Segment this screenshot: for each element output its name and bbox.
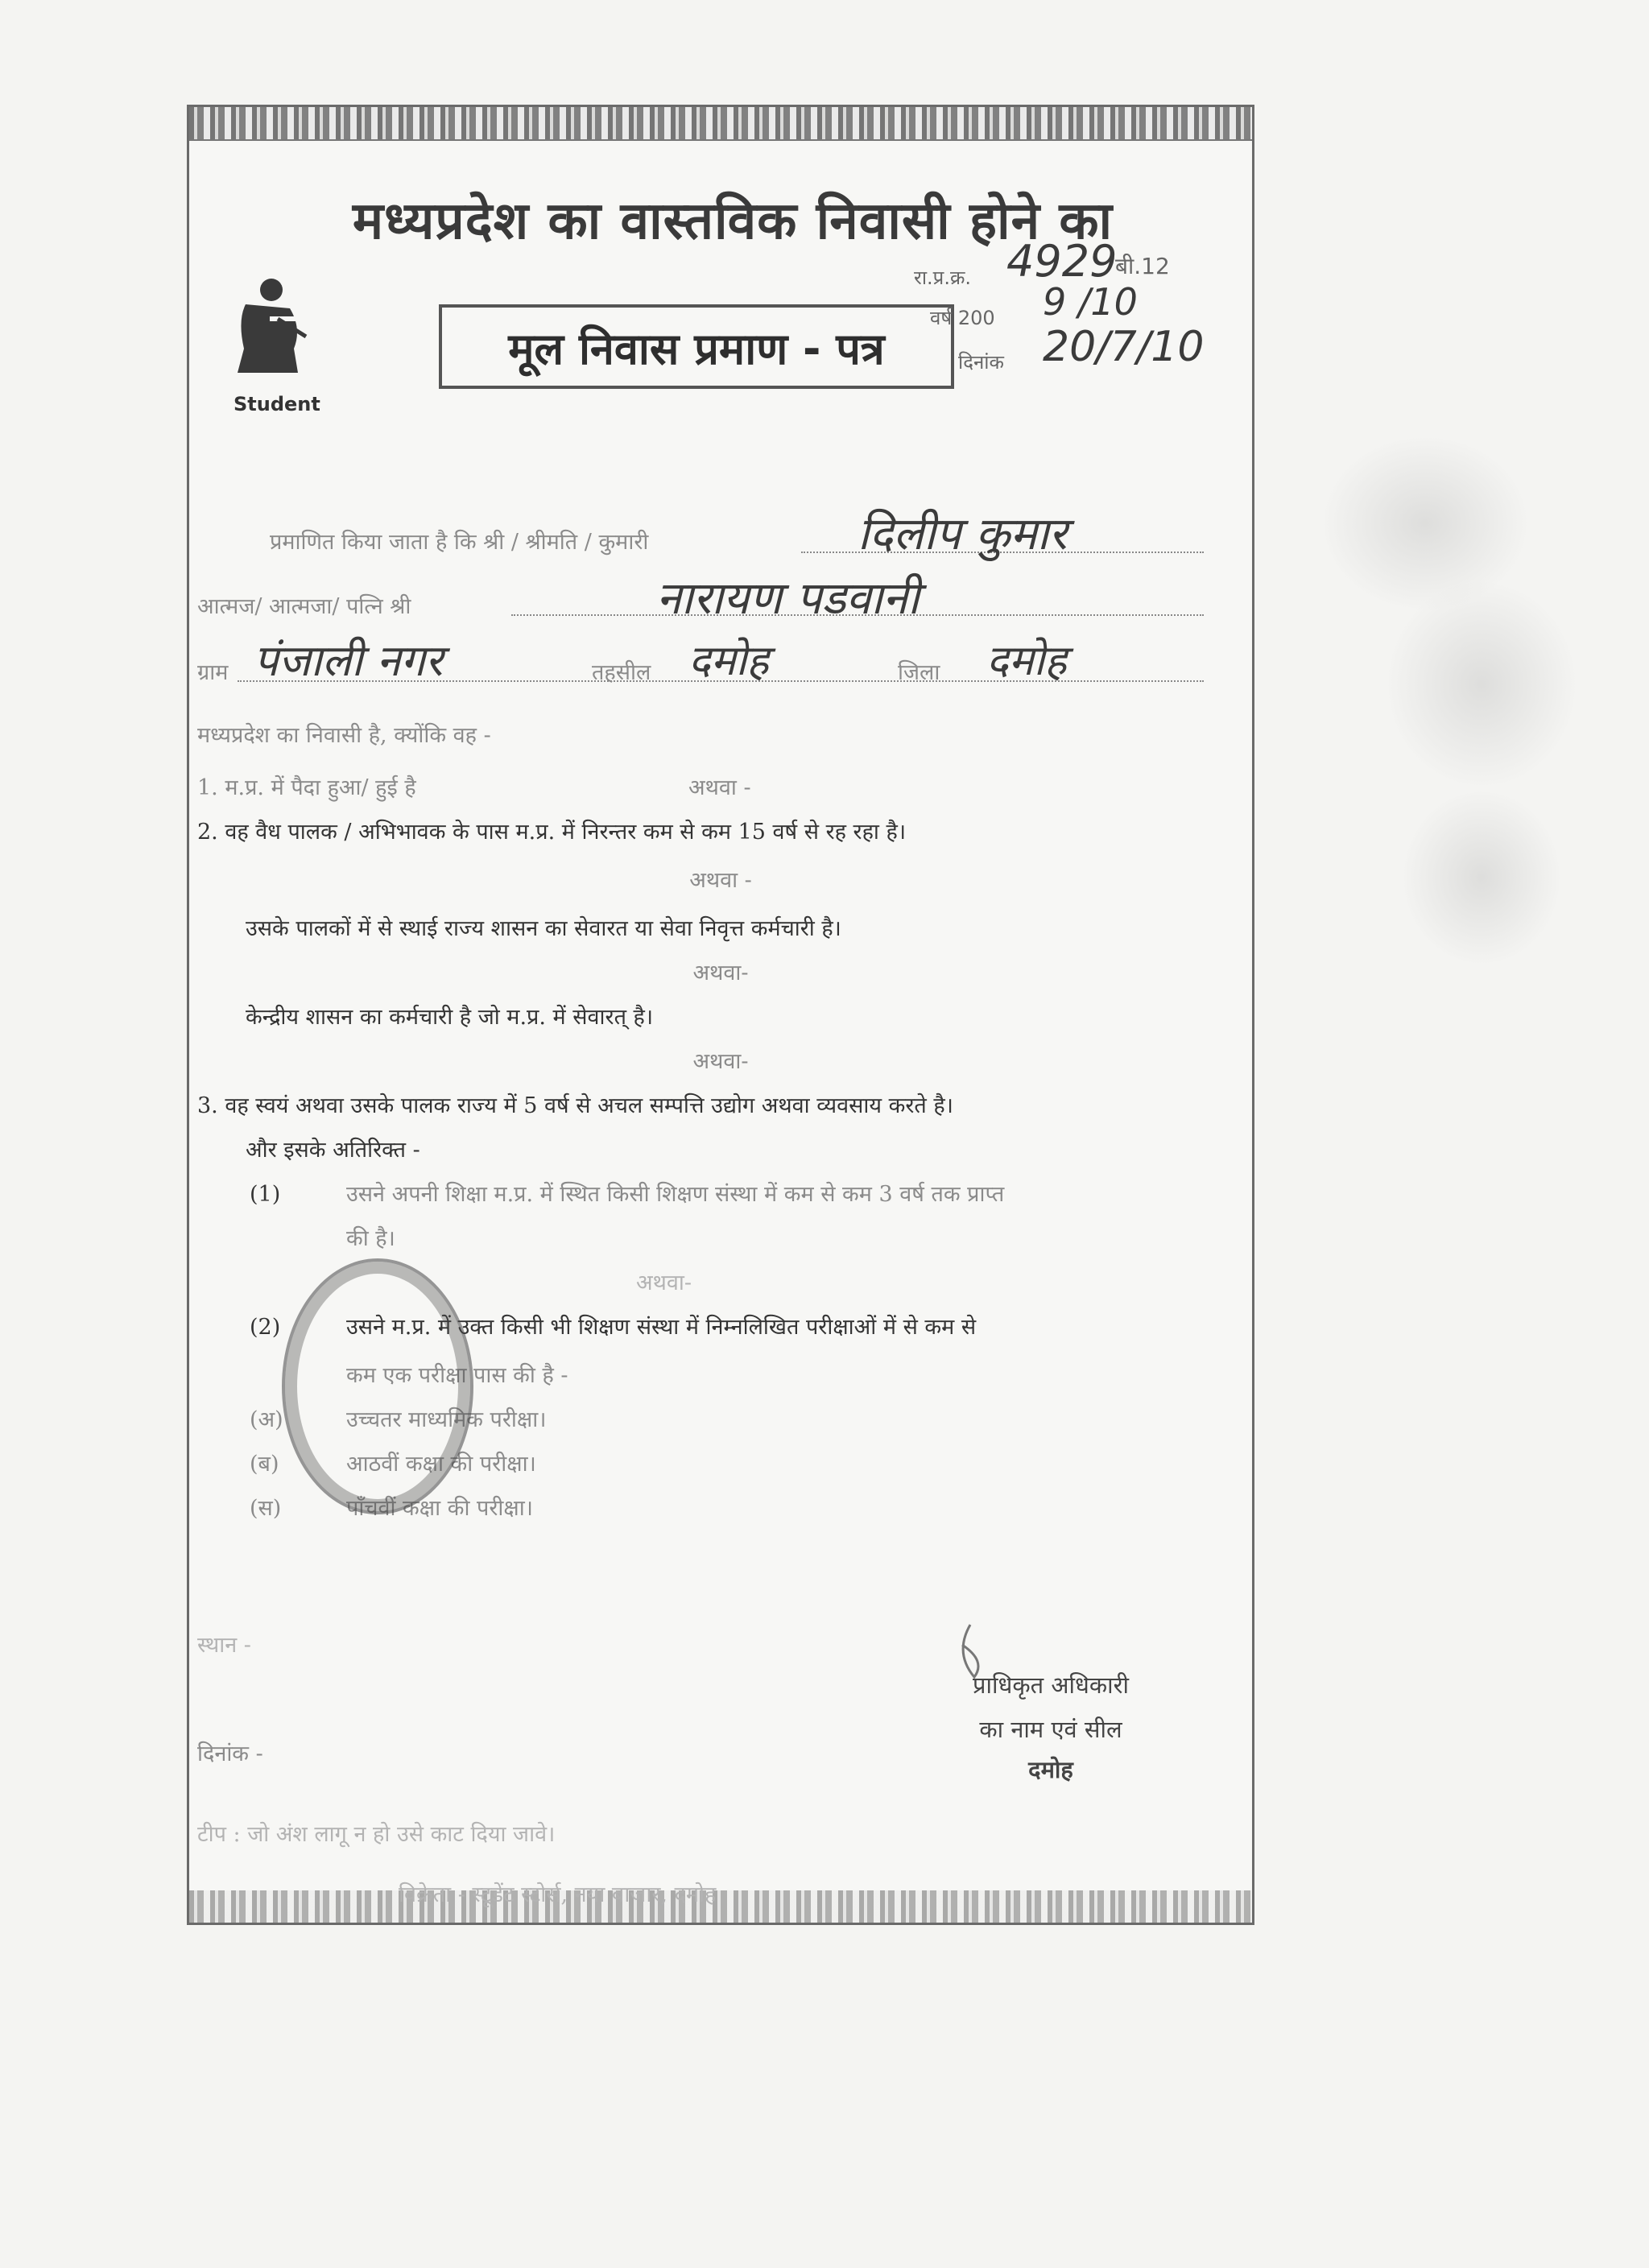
gram-value: पंजाली नगर: [254, 635, 443, 686]
certificate-form: [187, 105, 1254, 1925]
certificate-title: मध्यप्रदेश का वास्तविक निवासी होने का: [352, 192, 1114, 251]
year-label: वर्ष 200: [930, 307, 995, 329]
option-c-num: (स): [250, 1496, 282, 1521]
note-text: टीप : जो अंश लागू न हो उसे काट दिया जावे।: [197, 1822, 556, 1847]
signature-mark: [938, 1621, 1002, 1685]
officer-title: प्राधिकृत अधिकारी: [972, 1671, 1130, 1699]
or-separator: अथवा-: [692, 1049, 749, 1074]
place-label: स्थान -: [197, 1633, 251, 1658]
sub-criteria-2: उसने म.प्र. में उक्त किसी भी शिक्षण संस्था में निम्नलिखित परीक्षाओं में से कम से: [346, 1315, 977, 1340]
year-value: 9 /10: [1043, 280, 1138, 324]
ref-suffix: बी.12: [1115, 253, 1170, 279]
criteria-1: 1. म.प्र. में पैदा हुआ/ हुई है: [197, 775, 416, 800]
officer-place: दमोह: [1028, 1756, 1073, 1783]
zila-label: जिला: [898, 660, 940, 685]
address-dotted-line: [238, 680, 1204, 682]
criteria-3b: और इसके अतिरिक्त -: [246, 1138, 420, 1163]
resident-statement: मध्यप्रदेश का निवासी है, क्योंकि वह -: [197, 723, 491, 748]
ref-no-label: रा.प्र.क्र.: [914, 266, 972, 289]
scan-smudge: [1401, 789, 1562, 966]
option-a: उच्चतर माध्यमिक परीक्षा।: [346, 1407, 547, 1432]
certificate-subtitle: मूल निवास प्रमाण - पत्र: [439, 304, 954, 389]
officer-seal-label: का नाम एवं सील: [979, 1716, 1122, 1743]
criteria-3: 3. वह स्वयं अथवा उसके पालक राज्य में 5 वर्ष से अचल सम्पत्ति उद्योग अथवा व्यवसाय करते है।: [197, 1093, 953, 1118]
sub-criteria-1-num: (1): [250, 1182, 281, 1207]
option-c: पाँचवीं कक्षा की परीक्षा।: [346, 1496, 534, 1521]
sub-criteria-1b: की है।: [346, 1226, 395, 1251]
or-separator: अथवा-: [636, 1270, 692, 1295]
relation-value: नारायण पडवानी: [656, 572, 920, 625]
date-footer-label: दिनांक -: [197, 1741, 263, 1766]
criteria-2b: उसके पालकों में से स्थाई राज्य शासन का सेवारत या सेवा निवृत्त कर्मचारी है।: [246, 916, 841, 941]
zila-value: दमोह: [986, 637, 1067, 685]
official-seal-stamp: [282, 1258, 473, 1514]
option-a-num: (अ): [250, 1407, 283, 1432]
date-label: दिनांक: [958, 351, 1004, 374]
student-logo-icon: [221, 272, 310, 377]
decorative-border-top: [189, 107, 1252, 139]
option-b-num: (ब): [250, 1452, 279, 1477]
tehsil-value: दमोह: [688, 637, 769, 685]
date-value: 20/7/10: [1043, 323, 1205, 371]
name-label: प्रमाणित किया जाता है कि श्री / श्रीमति / कुमारी: [270, 530, 649, 555]
ref-no-value: 4929: [1006, 236, 1118, 287]
relation-label: आत्मज/ आत्मजा/ पत्नि श्री: [197, 594, 411, 619]
criteria-2c: केन्द्रीय शासन का कर्मचारी है जो म.प्र. में सेवारत् है।: [246, 1005, 654, 1030]
tehsil-label: तहसील: [592, 660, 651, 685]
logo-label: Student: [234, 393, 320, 415]
printer-credit: विक्रेता - स्टूडेंट स्टोर्स, नया बाजार, दमोह: [399, 1882, 717, 1907]
border-rule: [189, 139, 1252, 141]
or-separator: अथवा-: [692, 960, 749, 985]
or-separator: अथवा -: [689, 868, 752, 893]
gram-label: ग्राम: [197, 660, 229, 685]
sub-criteria-2b: कम एक परीक्षा पास की है -: [346, 1363, 568, 1388]
decorative-border-bottom: [189, 1890, 1252, 1923]
name-value: दिलीप कुमार: [858, 508, 1068, 560]
sub-criteria-2-num: (2): [250, 1315, 281, 1340]
criteria-2: 2. वह वैध पालक / अभिभावक के पास म.प्र. में निरन्तर कम से कम 15 वर्ष से रह रहा है।: [197, 820, 907, 845]
sub-criteria-1: उसने अपनी शिक्षा म.प्र. में स्थित किसी शिक्षण संस्था में कम से कम 3 वर्ष तक प्राप्त: [346, 1182, 1005, 1207]
option-b: आठवीं कक्षा की परीक्षा।: [346, 1452, 536, 1477]
scan-smudge: [1385, 580, 1578, 789]
or-separator: अथवा -: [688, 775, 751, 800]
